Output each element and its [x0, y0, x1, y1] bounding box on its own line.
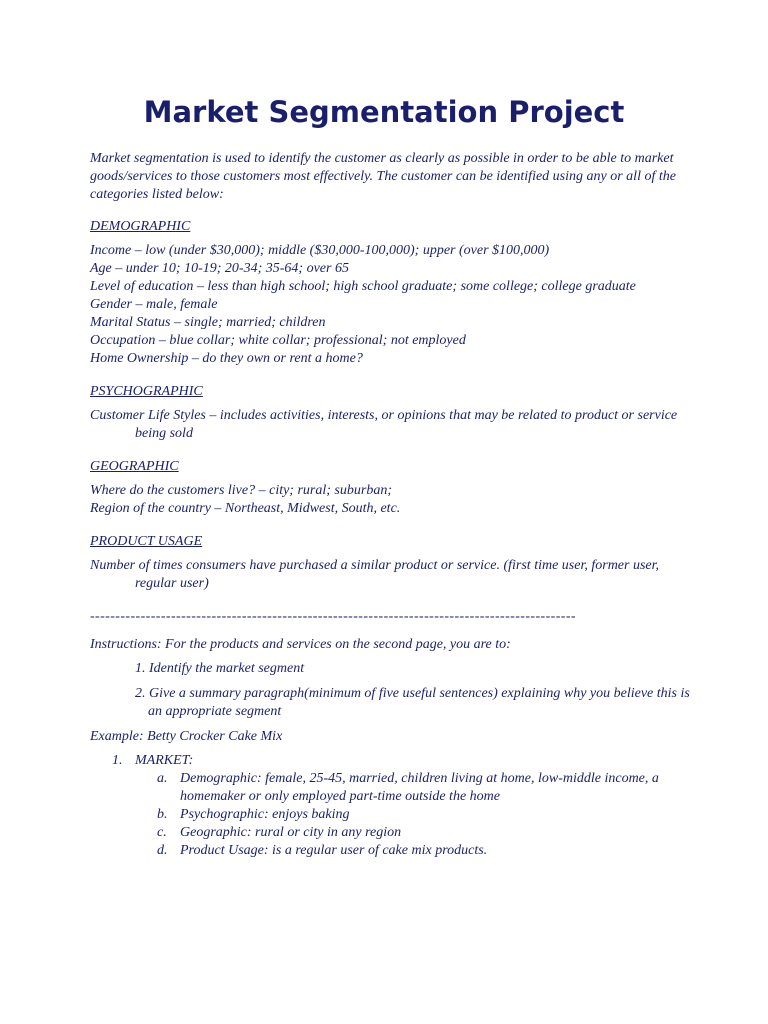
- detail-text: Psychographic: enjoys baking: [180, 807, 350, 822]
- geographic-location: Where do the customers live? – city; rural; suburban;: [90, 483, 392, 498]
- instruction-step-2: 2. Give a summary paragraph(minimum of five useful sentences) explaining why you believe this is an appropriate segment: [135, 686, 690, 719]
- dashed-divider: ------------------------------------------------------------------------------------------------: [90, 609, 576, 624]
- psychographic-section: [90, 383, 700, 443]
- page-title: Market Segmentation Project: [143, 95, 625, 129]
- section-heading-psychographic: PSYCHOGRAPHIC: [90, 384, 203, 399]
- product-usage-frequency: Number of times consumers have purchased a similar product or service. (first time user, former user, regular user): [90, 558, 660, 591]
- product-usage-section: [90, 533, 700, 593]
- demographic-section: [90, 218, 700, 368]
- intro-paragraph: Market segmentation is used to identify the customer as clearly as possible in order to be able to market goods/services to those customers most effectively. The customer can be identified using any or all of the categories listed below:: [90, 151, 676, 202]
- demographic-age: Age – under 10; 10-19; 20-34; 35-64; over 65: [90, 261, 349, 276]
- instruction-step-1: 1. Identify the market segment: [135, 661, 305, 676]
- demographic-education: Level of education – less than high school; high school graduate; some college; college graduate: [90, 279, 636, 294]
- detail-letter: a.: [157, 771, 168, 786]
- instructions-text: Instructions: For the products and services on the second page, you are to:: [90, 637, 511, 652]
- example-label: Example: Betty Crocker Cake Mix: [90, 729, 283, 744]
- detail-letter: b.: [157, 807, 168, 822]
- demographic-gender: Gender – male, female: [90, 297, 218, 312]
- detail-text: Geographic: rural or city in any region: [180, 825, 402, 840]
- psychographic-lifestyles: Customer Life Styles – includes activities, interests, or opinions that may be related to product or service being sold: [90, 408, 678, 441]
- market-detail-demographic: [90, 770, 700, 806]
- market-label: MARKET:: [135, 753, 194, 768]
- market-number: 1.: [112, 753, 123, 768]
- demographic-home-ownership: Home Ownership – do they own or rent a home?: [90, 351, 363, 366]
- geographic-region: Region of the country – Northeast, Midwest, South, etc.: [90, 501, 401, 516]
- geographic-section: [90, 458, 700, 518]
- detail-letter: d.: [157, 843, 168, 858]
- section-heading-product-usage: PRODUCT USAGE: [90, 534, 203, 549]
- market-details-list: [90, 770, 700, 860]
- market-heading: [90, 752, 700, 770]
- demographic-occupation: Occupation – blue collar; white collar; professional; not employed: [90, 333, 466, 348]
- market-detail-product-usage: [90, 842, 700, 860]
- detail-text: Product Usage: is a regular user of cake mix products.: [180, 843, 488, 858]
- market-detail-psychographic: [90, 806, 700, 824]
- example-market: [90, 752, 700, 860]
- instructions-list: [135, 660, 700, 721]
- document-body: [90, 150, 700, 860]
- section-heading-geographic: GEOGRAPHIC: [90, 459, 179, 474]
- market-detail-geographic: [90, 824, 700, 842]
- section-heading-demographic: DEMOGRAPHIC: [90, 219, 191, 234]
- demographic-income: Income – low (under $30,000); middle ($30,000-100,000); upper (over $100,000): [90, 243, 550, 258]
- demographic-marital-status: Marital Status – single; married; children: [90, 315, 326, 330]
- detail-text: Demographic: female, 25-45, married, children living at home, low-middle income, a homemaker or only employed part-time outside the home: [180, 771, 659, 804]
- detail-letter: c.: [157, 825, 167, 840]
